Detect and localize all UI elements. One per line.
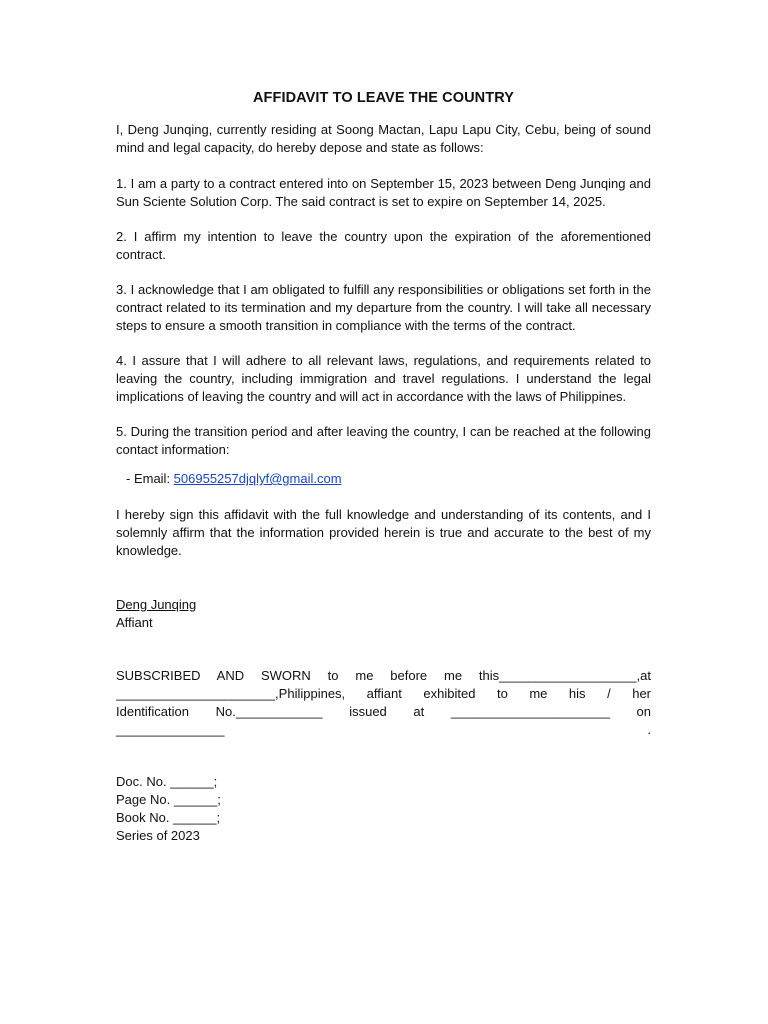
paragraph-5: 5. During the transition period and after leaving the country, I can be reached at the following contact information:: [116, 424, 651, 457]
affiant-name: Deng Junqing: [116, 597, 197, 612]
paragraph-4: 4. I assure that I will adhere to all relevant laws, regulations, and requirements related to leaving the country, including immigration and travel regulations. I understand the legal implications of leaving the country and will act in accordance with the laws of Philippines.: [116, 353, 651, 404]
paragraph-3: 3. I acknowledge that I am obligated to fulfill any responsibilities or obligations set forth in the contract related to its termination and my departure from the country. I will take all necessary steps to ensure a smooth transition in compliance with the terms of the contract.: [116, 282, 651, 333]
sworn-line-3: Identification No.____________ issued at ______________________ on: [116, 704, 651, 719]
email-link[interactable]: 506955257djqlyf@gmail.com: [173, 471, 342, 486]
doc-number: Doc. No. ______;: [116, 774, 218, 789]
affiant-role: Affiant: [116, 615, 153, 630]
paragraph-1: 1. I am a party to a contract entered into on September 15, 2023 between Deng Junqing and Sun Sciente Solution Corp. The said contract is set to expire on September 14, 2025.: [116, 176, 651, 209]
sworn-statement: [116, 667, 651, 739]
signature-block: [116, 596, 651, 632]
notarial-record-list: [116, 773, 651, 845]
document-title: AFFIDAVIT TO LEAVE THE COUNTRY: [252, 90, 515, 106]
sworn-line-2: ______________________,Philippines, affiant exhibited to me his / her: [116, 686, 651, 701]
series-year: Series of 2023: [116, 828, 200, 843]
email-contact-line: [126, 470, 651, 488]
paragraph-2: 2. I affirm my intention to leave the country upon the expiration of the aforementioned contract.: [116, 229, 651, 262]
email-prefix: - Email:: [126, 471, 174, 486]
intro-paragraph: I, Deng Junqing, currently residing at Soong Mactan, Lapu Lapu City, Cebu, being of sound mind and legal capacity, do hereby depose and state as follows:: [116, 122, 651, 155]
affidavit-page: [116, 88, 651, 845]
closing-paragraph: I hereby sign this affidavit with the full knowledge and understanding of its contents, and I solemnly affirm that the information provided herein is true and accurate to the best of my knowledge.: [116, 507, 651, 558]
sworn-line-4: _______________ .: [116, 722, 651, 737]
book-number: Book No. ______;: [116, 810, 221, 825]
page-number: Page No. ______;: [116, 792, 221, 807]
sworn-line-1: SUBSCRIBED AND SWORN to me before me this___________________,at: [116, 668, 651, 683]
